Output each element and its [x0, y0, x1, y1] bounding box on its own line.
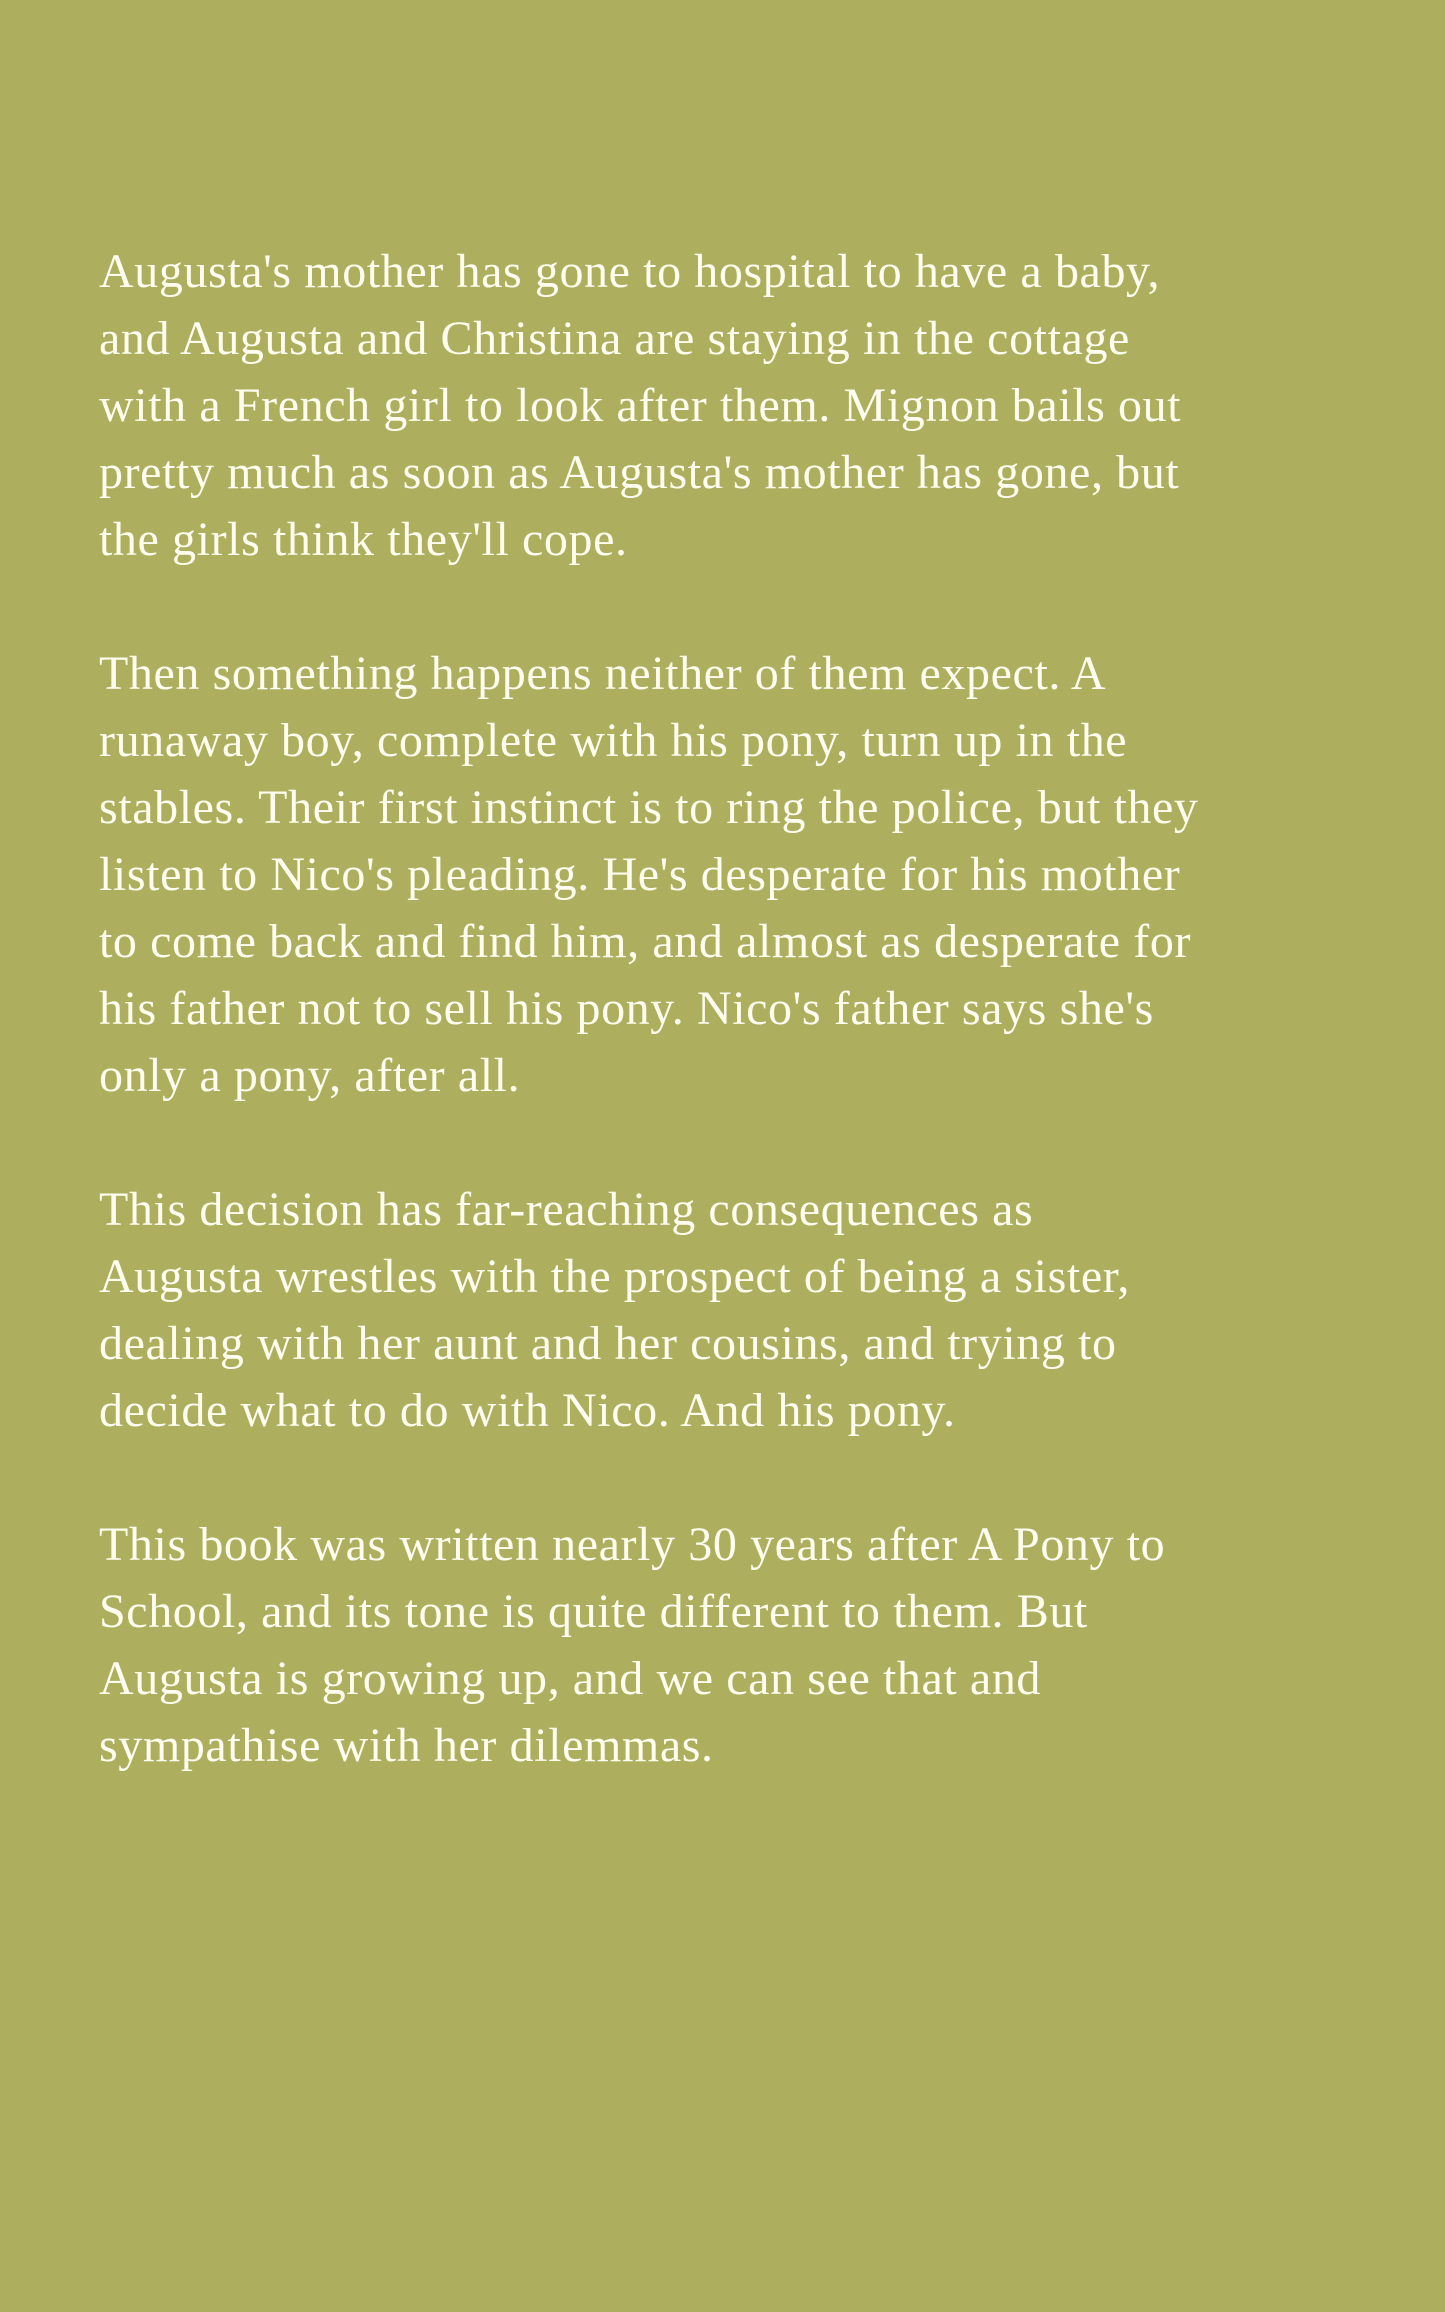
text-line: with a French girl to look after them. Mignon bails out	[99, 379, 1182, 432]
text-line: Augusta wrestles with the prospect of being a sister,	[99, 1250, 1130, 1303]
text-line: only a pony, after all.	[99, 1049, 521, 1102]
text-line: decide what to do with Nico. And his pony.	[99, 1384, 956, 1437]
text-line: the girls think they'll cope.	[99, 513, 628, 566]
text-line: stables. Their first instinct is to ring the police, but they	[99, 781, 1199, 834]
text-line: to come back and find him, and almost as desperate for	[99, 915, 1192, 968]
text-line: and Augusta and Christina are staying in the cottage	[99, 312, 1130, 365]
paragraph	[99, 640, 1399, 1109]
text-line: School, and its tone is quite different to them. But	[99, 1585, 1088, 1638]
text-line: This decision has far-reaching consequences as	[99, 1183, 1034, 1236]
paragraph	[99, 238, 1399, 573]
text-line: listen to Nico's pleading. He's desperate for his mother	[99, 848, 1181, 901]
book-description	[99, 238, 1399, 1846]
paragraph	[99, 1176, 1399, 1444]
text-line: Augusta's mother has gone to hospital to have a baby,	[99, 245, 1161, 298]
text-line: his father not to sell his pony. Nico's father says she's	[99, 982, 1154, 1035]
text-line: sympathise with her dilemmas.	[99, 1719, 714, 1772]
paragraph	[99, 1511, 1399, 1779]
text-line: This book was written nearly 30 years after A Pony to	[99, 1518, 1166, 1571]
text-line: Then something happens neither of them expect. A	[99, 647, 1107, 700]
text-line: Augusta is growing up, and we can see that and	[99, 1652, 1042, 1705]
text-line: pretty much as soon as Augusta's mother has gone, but	[99, 446, 1180, 499]
text-line: dealing with her aunt and her cousins, and trying to	[99, 1317, 1117, 1370]
text-line: runaway boy, complete with his pony, turn up in the	[99, 714, 1128, 767]
